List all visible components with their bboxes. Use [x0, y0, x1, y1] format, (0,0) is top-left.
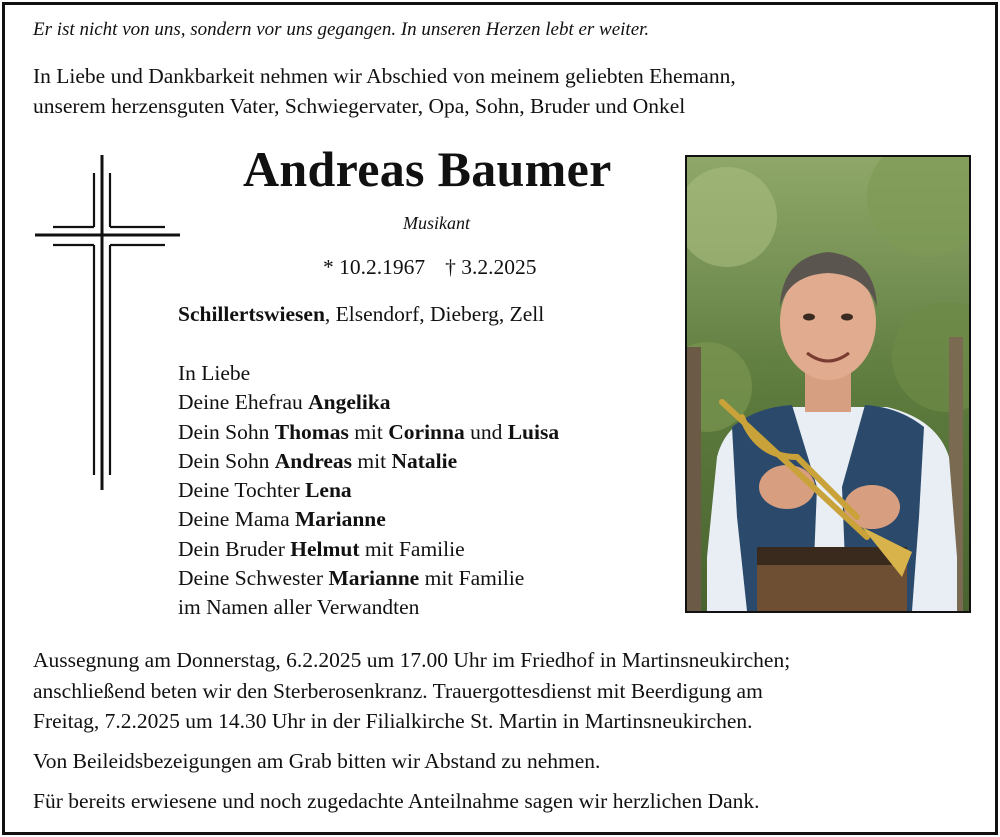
cross-icon: [35, 155, 180, 490]
funeral-info: [33, 645, 790, 737]
intro-line: unserem herzensguten Vater, Schwiegervater, Opa, Sohn, Bruder und Onkel: [33, 94, 686, 118]
intro-text: [33, 61, 736, 121]
birth-date: * 10.2.1967: [323, 255, 426, 279]
info-line: anschließend beten wir den Sterberosenkranz. Trauergottesdienst mit Beerdigung am: [33, 678, 763, 703]
place-main: Schillertswiesen: [178, 302, 325, 326]
place-others: , Elsendorf, Dieberg, Zell: [324, 302, 545, 326]
thanks-note: Für bereits erwiesene und noch zugedachte Anteilnahme sagen wir herzlichen Dank.: [33, 789, 760, 813]
life-dates: [323, 255, 557, 280]
family-line: Deine Mama Marianne: [178, 507, 386, 532]
family-heading: In Liebe: [178, 361, 251, 385]
family-line: Dein Sohn Thomas mit Corinna und Luisa: [178, 419, 560, 444]
info-line: Aussegnung am Donnerstag, 6.2.2025 um 17.00 Uhr im Friedhof in Martinsneukirchen;: [33, 648, 791, 672]
family-line: Dein Sohn Andreas mit Natalie: [178, 448, 458, 473]
obituary-notice: [2, 2, 998, 835]
deceased-role: Musikant: [403, 213, 470, 233]
family-line: Deine Schwester Marianne mit Familie: [178, 566, 525, 591]
info-line: Freitag, 7.2.2025 um 14.30 Uhr in der Filialkirche St. Martin in Martinsneukirchen.: [33, 709, 753, 733]
family-line: Deine Tochter Lena: [178, 478, 352, 503]
places: [178, 302, 544, 327]
death-date: † 3.2.2025: [445, 255, 537, 279]
motto: Er ist nicht von uns, sondern vor uns gegangen. In unseren Herzen lebt er weiter.: [33, 19, 650, 40]
portrait-photo: [685, 155, 971, 613]
intro-line: In Liebe und Dankbarkeit nehmen wir Abschied von meinem geliebten Ehemann,: [33, 64, 736, 88]
portrait-illustration: [687, 157, 969, 611]
condolence-note: Von Beileidsbezeigungen am Grab bitten wir Abstand zu nehmen.: [33, 749, 601, 773]
family-list: [178, 359, 559, 623]
family-line: Deine Ehefrau Angelika: [178, 390, 391, 415]
family-closing: im Namen aller Verwandten: [178, 595, 420, 620]
family-line: Dein Bruder Helmut mit Familie: [178, 536, 465, 561]
deceased-name: Andreas Baumer: [243, 141, 612, 197]
